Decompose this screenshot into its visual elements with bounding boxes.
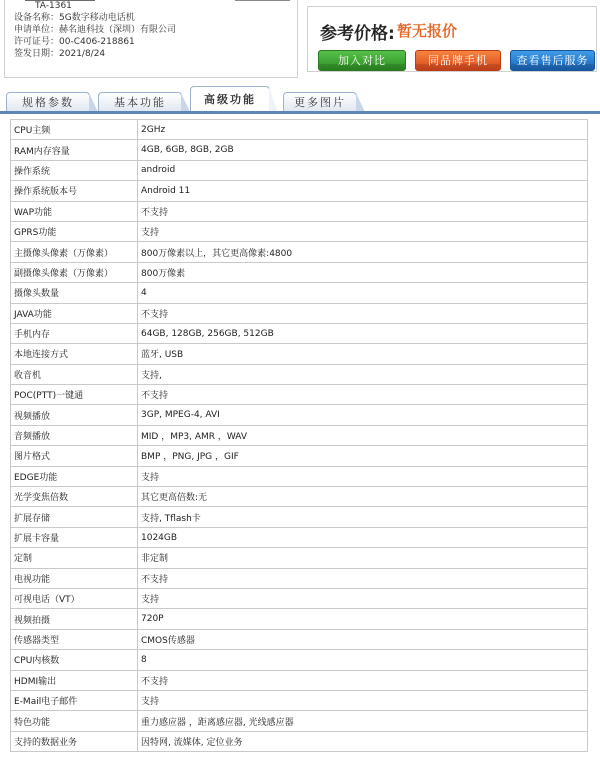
table-row <box>11 690 588 710</box>
tab-more-images[interactable] <box>283 92 357 112</box>
spec-label: 特色功能 <box>11 711 138 731</box>
tab-specs[interactable] <box>6 92 90 112</box>
specs-table <box>10 119 588 752</box>
spec-value: 8 <box>138 650 588 670</box>
spec-value: 支持 <box>138 466 588 486</box>
spec-label: 电视功能 <box>11 568 138 588</box>
info-line-license: 许可证号：00-C406-218861 <box>14 37 135 47</box>
header-decor-bar <box>235 0 290 1</box>
table-row <box>11 344 588 364</box>
table-row <box>11 201 588 221</box>
model-number: TA-1361 <box>35 1 72 11</box>
device-info-box <box>4 0 298 78</box>
tab-label: 高级功能 <box>204 93 256 106</box>
spec-label: 扩展存储 <box>11 507 138 527</box>
spec-label: 收音机 <box>11 364 138 384</box>
spec-value: 800万像素以上，其它更高像素:4800 <box>138 242 588 262</box>
spec-value: android <box>138 160 588 180</box>
spec-value: 因特网, 流媒体, 定位业务 <box>138 731 588 751</box>
spec-value: 4 <box>138 283 588 303</box>
spec-value: 800万像素 <box>138 262 588 282</box>
spec-value: MID ，MP3, AMR ，WAV <box>138 425 588 445</box>
spec-value: 蓝牙, USB <box>138 344 588 364</box>
table-row <box>11 487 588 507</box>
table-row <box>11 446 588 466</box>
price-box <box>307 6 597 72</box>
tab-basic-functions[interactable] <box>98 92 182 112</box>
spec-label: GPRS功能 <box>11 221 138 241</box>
table-row <box>11 527 588 547</box>
spec-label: 音频播放 <box>11 425 138 445</box>
after-sales-button[interactable]: 查看售后服务 <box>510 50 595 71</box>
spec-label: EDGE功能 <box>11 466 138 486</box>
spec-label: 视频播放 <box>11 405 138 425</box>
spec-label: 扩展卡容量 <box>11 527 138 547</box>
spec-label: RAM内存容量 <box>11 140 138 160</box>
spec-value: 3GP, MPEG-4, AVI <box>138 405 588 425</box>
same-brand-button[interactable]: 同品牌手机 <box>415 50 501 71</box>
spec-value: 1024GB <box>138 527 588 547</box>
table-row <box>11 425 588 445</box>
spec-value: 720P <box>138 609 588 629</box>
table-row <box>11 629 588 649</box>
table-row <box>11 364 588 384</box>
add-compare-button[interactable]: 加入对比 <box>318 50 406 71</box>
spec-label: 操作系统 <box>11 160 138 180</box>
info-line-applicant: 申请单位：赫名迪科技（深圳）有限公司 <box>14 25 177 35</box>
table-row <box>11 262 588 282</box>
spec-label: 手机内存 <box>11 323 138 343</box>
spec-value: 支持, <box>138 364 588 384</box>
spec-label: 图片格式 <box>11 446 138 466</box>
spec-label: CPU主频 <box>11 120 138 140</box>
spec-value: BMP ，PNG, JPG ，GIF <box>138 446 588 466</box>
table-row <box>11 670 588 690</box>
device-header <box>0 0 600 80</box>
spec-label: 支持的数据业务 <box>11 731 138 751</box>
spec-value: 不支持 <box>138 568 588 588</box>
spec-value: 支持, Tflash卡 <box>138 507 588 527</box>
table-row <box>11 385 588 405</box>
spec-value: CMOS传感器 <box>138 629 588 649</box>
info-line-device-name: 设备名称：5G数字移动电话机 <box>14 13 135 23</box>
spec-label: 传感器类型 <box>11 629 138 649</box>
spec-label: 定制 <box>11 548 138 568</box>
tab-underline <box>0 111 600 114</box>
table-row <box>11 160 588 180</box>
spec-label: 操作系统版本号 <box>11 181 138 201</box>
spec-label: JAVA功能 <box>11 303 138 323</box>
price-value: 暂无报价 <box>397 22 458 40</box>
spec-label: HDMI输出 <box>11 670 138 690</box>
spec-label: 摄像头数量 <box>11 283 138 303</box>
table-row <box>11 548 588 568</box>
table-row <box>11 731 588 751</box>
table-row <box>11 323 588 343</box>
spec-value: Android 11 <box>138 181 588 201</box>
table-row <box>11 507 588 527</box>
table-row <box>11 568 588 588</box>
table-row <box>11 650 588 670</box>
spec-value: 支持 <box>138 221 588 241</box>
tab-label: 基本功能 <box>114 96 166 109</box>
table-row <box>11 181 588 201</box>
spec-value: 不支持 <box>138 201 588 221</box>
spec-value: 其它更高倍数:无 <box>138 487 588 507</box>
spec-label: 视频拍摄 <box>11 609 138 629</box>
spec-label: WAP功能 <box>11 201 138 221</box>
spec-value: 64GB, 128GB, 256GB, 512GB <box>138 323 588 343</box>
price-label: 参考价格: <box>320 24 395 44</box>
table-row <box>11 405 588 425</box>
tab-label: 规格参数 <box>22 96 74 109</box>
info-line-issue-date: 签发日期：2021/8/24 <box>14 49 106 59</box>
table-row <box>11 221 588 241</box>
spec-label: 光学变焦倍数 <box>11 487 138 507</box>
tab-advanced-functions[interactable] <box>190 86 270 113</box>
table-row <box>11 140 588 160</box>
spec-label: CPU内核数 <box>11 650 138 670</box>
spec-label: POC(PTT)一键通 <box>11 385 138 405</box>
table-row <box>11 711 588 731</box>
table-row <box>11 120 588 140</box>
spec-value: 4GB, 6GB, 8GB, 2GB <box>138 140 588 160</box>
spec-label: 副摄像头像素（万像素） <box>11 262 138 282</box>
spec-value: 2GHz <box>138 120 588 140</box>
spec-value: 不支持 <box>138 670 588 690</box>
spec-value: 不支持 <box>138 303 588 323</box>
table-row <box>11 283 588 303</box>
spec-value: 非定制 <box>138 548 588 568</box>
spec-label: 可视电话（VT） <box>11 588 138 608</box>
table-row <box>11 303 588 323</box>
table-row <box>11 588 588 608</box>
spec-value: 重力感应器 ，距离感应器, 光线感应器 <box>138 711 588 731</box>
spec-label: 本地连接方式 <box>11 344 138 364</box>
tab-bar <box>0 84 600 114</box>
spec-label: 主摄像头像素（万像素） <box>11 242 138 262</box>
table-row <box>11 242 588 262</box>
spec-label: E-Mail电子邮件 <box>11 690 138 710</box>
spec-value: 不支持 <box>138 385 588 405</box>
spec-value: 支持 <box>138 588 588 608</box>
table-row <box>11 466 588 486</box>
tab-label: 更多图片 <box>294 96 346 109</box>
spec-value: 支持 <box>138 690 588 710</box>
table-row <box>11 609 588 629</box>
